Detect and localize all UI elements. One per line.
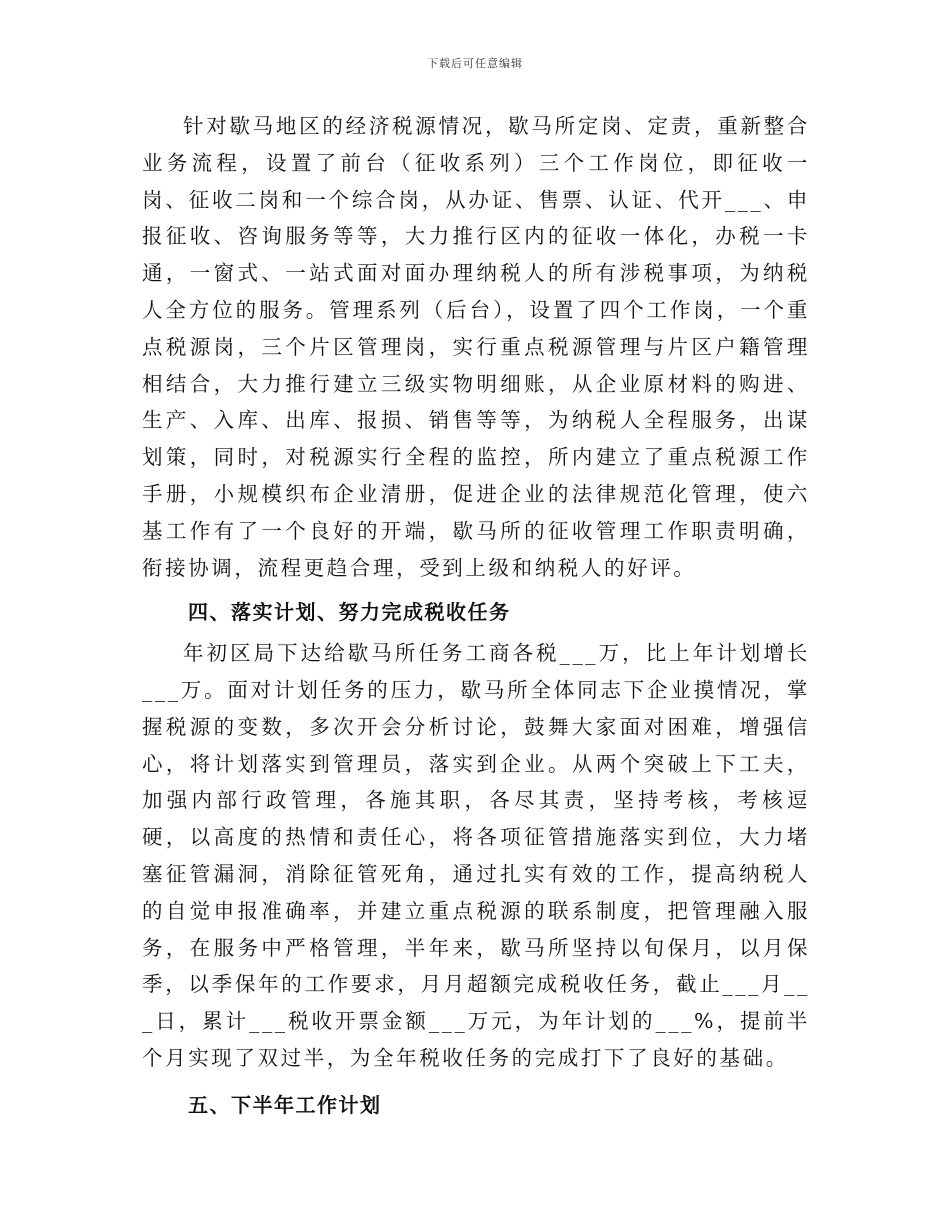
section-heading-4: 四、落实计划、努力完成税收任务: [188, 600, 511, 625]
section-heading-5: 五、下半年工作计划: [188, 1092, 382, 1117]
paragraph-tax-task-completion: 年初区局下达给歇马所任务工商各税___万，比上年计划增长___万。面对计划任务的压力，歇马所全体同志下企业摸情况，掌握税源的变数，多次开会分析讨论，鼓舞大家面对困难，增强信心，将计划落实到管理员，落实到企业。从两个突破上下工夫，加强内部行政管理，各施其职，各尽其责，坚持考核，考核逗硬，以高度的热情和责任心，将各项征管措施落实到位，大力堵塞征管漏洞，消除征管死角，通过扎实有效的工作，提高纳税人的自觉申报准确率，并建立重点税源的联系制度，把管理融入服务，在服务中严格管理，半年来，歇马所坚持以旬保月，以月保季，以季保年的工作要求，月月超额完成税收任务，截止___月___日，累计___税收开票金额___万元，为年计划的___%，提前半个月实现了双过半，为全年税收任务的完成打下了良好的基础。: [142, 641, 810, 1070]
page-header: 下载后可任意编辑: [427, 57, 523, 70]
paragraph-tax-source-workflow: 针对歇马地区的经济税源情况，歇马所定岗、定责，重新整合业务流程，设置了前台（征收系列）三个工作岗位，即征收一岗、征收二岗和一个综合岗，从办证、售票、认证、代开___、申报征收、咨询服务等等，大力推行区内的征收一体化，办税一卡通，一窗式、一站式面对面办理纳税人的所有涉税事项，为纳税人全方位的服务。管理系列（后台），设置了四个工作岗，一个重点税源岗，三个片区管理岗，实行重点税源管理与片区户籍管理相结合，大力推行建立三级实物明细账，从企业原材料的购进、生产、入库、出库、报损、销售等等，为纳税人全程服务，出谋划策，同时，对税源实行全程的监控，所内建立了重点税源工作手册，小规模织布企业清册，促进企业的法律规范化管理，使六基工作有了一个良好的开端，歇马所的征收管理工作职责明确，衔接协调，流程更趋合理，受到上级和纳税人的好评。: [142, 114, 810, 580]
document-body: [142, 108, 810, 1128]
